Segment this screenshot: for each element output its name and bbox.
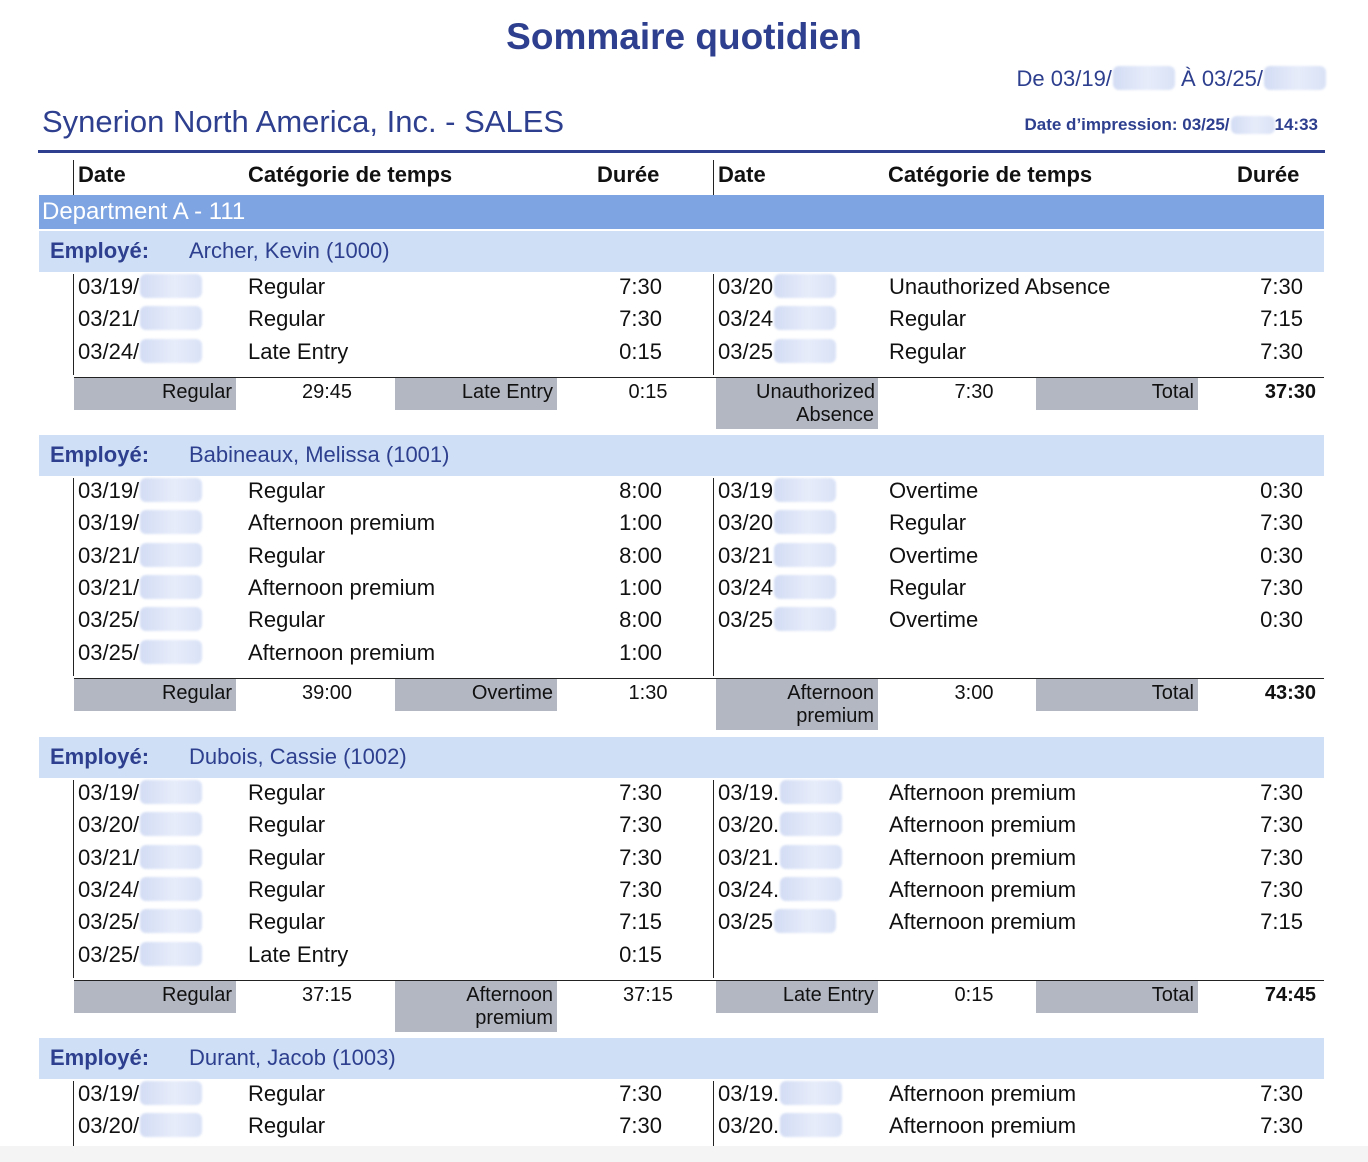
entry-date <box>78 909 202 935</box>
entry-date-text: 03/19. <box>718 780 780 805</box>
entry-duration: 7:30 <box>1260 274 1303 299</box>
redacted-year <box>140 1113 202 1137</box>
redacted-year <box>774 543 836 567</box>
entry-date-text: 03/25 <box>718 607 774 633</box>
entry-date <box>78 575 202 601</box>
col-header-category-right: Catégorie de temps <box>888 162 1093 187</box>
entry-date-text: 03/20 <box>718 510 774 536</box>
date-range: De 03/19/ À 03/25/ <box>1017 66 1326 92</box>
entry-date-text: 03/20/ <box>78 1113 140 1139</box>
summary-value: 0:15 <box>954 983 994 1006</box>
department-band <box>39 195 1324 229</box>
entry-duration: 7:15 <box>619 909 662 935</box>
summary-label: Late Entry <box>395 378 557 410</box>
entry-duration: 0:30 <box>1260 607 1303 633</box>
redacted-year <box>140 877 202 901</box>
summary-total-value: 37:30 <box>1264 380 1316 403</box>
entry-date <box>718 478 836 504</box>
redacted-year <box>774 478 836 502</box>
col-divider <box>73 780 74 978</box>
summary-total-label: Total <box>1036 378 1198 410</box>
employee-label: Employé: <box>50 744 150 769</box>
summary-value: 29:45 <box>301 380 353 403</box>
summary-label: Afternoon premium <box>395 981 557 1032</box>
entry-category: Regular <box>248 780 326 805</box>
summary-label: Regular <box>74 981 236 1013</box>
entry-duration: 7:30 <box>619 780 662 805</box>
entry-category: Regular <box>248 909 326 935</box>
redacted-year <box>780 1113 842 1137</box>
col-header-category-left: Catégorie de temps <box>248 162 453 187</box>
entry-date-text: 03/21/ <box>78 306 140 332</box>
entry-date <box>718 1113 842 1139</box>
summary-value: 3:00 <box>954 681 994 704</box>
entry-duration: 7:30 <box>1260 338 1303 364</box>
entry-date <box>718 306 836 332</box>
col-divider <box>73 274 74 375</box>
entry-date-text: 03/25 <box>718 338 774 364</box>
entry-date-text: 03/19/ <box>78 510 140 536</box>
summary-value: 37:15 <box>622 983 674 1006</box>
summary-label: Regular <box>74 679 236 711</box>
entry-date <box>78 478 202 504</box>
entry-duration: 7:15 <box>1260 909 1303 935</box>
entry-category: Afternoon premium <box>248 639 436 665</box>
col-header-duration-right: Durée <box>1237 162 1300 187</box>
entry-duration: 7:30 <box>619 306 662 332</box>
page-bottom-edge <box>0 1146 1368 1162</box>
summary-value: 1:30 <box>628 681 668 704</box>
entry-duration: 0:15 <box>619 338 662 364</box>
entry-category: Regular <box>248 1113 326 1139</box>
redacted-year <box>774 274 836 298</box>
entry-duration: 0:30 <box>1260 542 1303 568</box>
redacted-year <box>140 478 202 502</box>
entry-duration: 1:00 <box>619 510 662 536</box>
summary-label: Unauthorized Absence <box>716 378 878 429</box>
entry-date <box>718 780 842 806</box>
entry-date <box>78 274 202 300</box>
entry-duration: 7:30 <box>619 274 662 299</box>
entry-date-text: 03/25 <box>718 909 774 935</box>
employee-band <box>39 231 1324 272</box>
entry-category: Regular <box>248 1081 326 1106</box>
redacted-year <box>774 575 836 599</box>
entry-duration: 8:00 <box>619 542 662 568</box>
entry-duration: 7:30 <box>1260 780 1303 805</box>
redacted-year <box>1264 66 1326 90</box>
employee-label: Employé: <box>50 442 150 467</box>
summary-total-label: Total <box>1036 679 1198 711</box>
entry-category: Overtime <box>889 607 979 633</box>
entry-date-text: 03/25/ <box>78 607 140 633</box>
col-header-date-left: Date <box>78 162 126 187</box>
entry-date <box>78 607 202 633</box>
entry-category: Regular <box>889 306 967 332</box>
summary-label: Late Entry <box>716 981 878 1013</box>
entry-category: Regular <box>248 876 326 902</box>
employee-band <box>39 737 1324 778</box>
entry-date-text: 03/24 <box>718 306 774 332</box>
entry-date-text: 03/20 <box>718 274 774 299</box>
redacted-year <box>780 877 842 901</box>
entry-category: Overtime <box>889 478 979 503</box>
entry-category: Afternoon premium <box>889 780 1077 805</box>
col-divider <box>713 274 714 375</box>
entry-date <box>718 877 842 903</box>
report-title: Sommaire quotidien <box>506 16 862 57</box>
summary-label: Overtime <box>395 679 557 711</box>
entry-category: Afternoon premium <box>889 876 1077 902</box>
entry-category: Regular <box>248 478 326 503</box>
entry-duration: 1:00 <box>619 574 662 600</box>
entry-category: Regular <box>248 542 326 568</box>
entry-date <box>718 1081 842 1107</box>
entry-duration: 7:30 <box>619 876 662 902</box>
entry-date-text: 03/20. <box>718 812 780 838</box>
entry-category: Regular <box>248 844 326 870</box>
entry-date <box>718 274 836 300</box>
employee-name: Archer, Kevin (1000) <box>189 238 390 263</box>
entry-date <box>718 575 836 601</box>
col-divider <box>713 478 714 676</box>
entry-date <box>78 942 202 968</box>
employee-label: Employé: <box>50 1045 150 1070</box>
department-name: Department A - 111 <box>42 198 246 225</box>
redacted-year <box>140 942 202 966</box>
entry-category: Regular <box>889 574 967 600</box>
entry-date-text: 03/19 <box>718 478 774 503</box>
entry-duration: 7:30 <box>1260 1081 1303 1106</box>
summary-label: Regular <box>74 378 236 410</box>
employee-label: Employé: <box>50 238 150 263</box>
entry-date-text: 03/21 <box>718 542 774 568</box>
entry-date-text: 03/24. <box>718 876 780 902</box>
entry-date-text: 03/24/ <box>78 338 140 364</box>
col-header-duration-left: Durée <box>597 162 660 187</box>
summary-label: Afternoon premium <box>716 679 878 730</box>
entry-duration: 0:30 <box>1260 478 1303 503</box>
summary-value: 39:00 <box>301 681 353 704</box>
col-divider <box>713 160 714 195</box>
redacted-year <box>140 339 202 363</box>
entry-date-text: 03/19/ <box>78 274 140 299</box>
entry-category: Late Entry <box>248 338 349 364</box>
redacted-year <box>140 575 202 599</box>
employee-band <box>39 1038 1324 1079</box>
redacted-year <box>1113 66 1175 90</box>
entry-category: Regular <box>248 306 326 332</box>
entry-date <box>718 510 836 536</box>
entry-category: Afternoon premium <box>889 1113 1077 1139</box>
entry-category: Regular <box>889 338 967 364</box>
redacted-year <box>780 780 842 804</box>
entry-category: Late Entry <box>248 941 349 967</box>
entry-duration: 7:30 <box>619 844 662 870</box>
employee-band <box>39 435 1324 476</box>
entry-date <box>718 543 836 569</box>
employee-name: Durant, Jacob (1003) <box>189 1045 396 1070</box>
entry-date-text: 03/20/ <box>78 812 140 838</box>
entry-duration: 7:15 <box>1260 306 1303 332</box>
entry-date-text: 03/25/ <box>78 639 140 665</box>
entry-date-text: 03/19. <box>718 1081 780 1106</box>
entry-date <box>78 812 202 838</box>
entry-date <box>78 510 202 536</box>
entry-date-text: 03/19/ <box>78 780 140 805</box>
redacted-year <box>140 640 202 664</box>
entry-date <box>78 1113 202 1139</box>
employee-name: Babineaux, Melissa (1001) <box>189 442 450 467</box>
entry-category: Regular <box>248 274 326 299</box>
header-rule <box>38 150 1325 153</box>
entry-date-text: 03/21. <box>718 844 780 870</box>
redacted-year <box>140 812 202 836</box>
entry-duration: 7:30 <box>1260 876 1303 902</box>
entry-date-text: 03/19/ <box>78 1081 140 1106</box>
entry-category: Afternoon premium <box>889 909 1077 935</box>
entry-duration: 7:30 <box>619 812 662 838</box>
redacted-year <box>140 543 202 567</box>
entry-category: Overtime <box>889 542 979 568</box>
entry-date <box>718 339 836 365</box>
entry-date <box>718 812 842 838</box>
redacted-year <box>774 909 836 933</box>
entry-date <box>78 339 202 365</box>
redacted-year <box>140 306 202 330</box>
col-divider <box>73 478 74 676</box>
company-name: Synerion North America, Inc. - SALES <box>42 104 565 139</box>
entry-duration: 1:00 <box>619 639 662 665</box>
entry-date-text: 03/24/ <box>78 876 140 902</box>
redacted-year <box>140 607 202 631</box>
entry-duration: 0:15 <box>619 941 662 967</box>
entry-date <box>78 780 202 806</box>
col-divider <box>73 1081 74 1146</box>
col-divider <box>713 1081 714 1146</box>
entry-date-text: 03/19/ <box>78 478 140 503</box>
entry-duration: 7:30 <box>1260 574 1303 600</box>
entry-date-text: 03/25/ <box>78 941 140 967</box>
entry-category: Afternoon premium <box>889 812 1077 838</box>
entry-category: Afternoon premium <box>889 1081 1077 1106</box>
summary-total-value: 43:30 <box>1264 681 1316 704</box>
entry-category: Regular <box>248 607 326 633</box>
entry-date <box>78 543 202 569</box>
entry-duration: 7:30 <box>1260 844 1303 870</box>
summary-value: 37:15 <box>301 983 353 1006</box>
redacted-year <box>780 1081 842 1105</box>
col-header-date-right: Date <box>718 162 766 187</box>
redacted-year <box>140 845 202 869</box>
entry-category: Regular <box>889 510 967 536</box>
entry-duration: 8:00 <box>619 607 662 633</box>
entry-category: Afternoon premium <box>248 574 436 600</box>
redacted-year <box>140 780 202 804</box>
entry-duration: 7:30 <box>619 1113 662 1139</box>
entry-date-text: 03/20. <box>718 1113 780 1139</box>
redacted-year <box>140 510 202 534</box>
entry-category: Afternoon premium <box>248 510 436 536</box>
redacted-year <box>1231 116 1275 134</box>
redacted-year <box>140 909 202 933</box>
redacted-year <box>774 510 836 534</box>
print-date: Date d’impression: 03/25/ 14:33 <box>1024 115 1318 134</box>
entry-date-text: 03/21/ <box>78 574 140 600</box>
entry-date <box>718 845 842 871</box>
summary-value: 7:30 <box>954 380 994 403</box>
redacted-year <box>774 306 836 330</box>
entry-date-text: 03/21/ <box>78 844 140 870</box>
entry-duration: 7:30 <box>1260 1113 1303 1139</box>
entry-date-text: 03/24 <box>718 574 774 600</box>
entry-category: Regular <box>248 812 326 838</box>
redacted-year <box>780 845 842 869</box>
col-divider <box>713 780 714 978</box>
entry-category: Afternoon premium <box>889 844 1077 870</box>
entry-date <box>78 845 202 871</box>
entry-date <box>718 607 836 633</box>
employee-name: Dubois, Cassie (1002) <box>189 744 407 769</box>
redacted-year <box>780 812 842 836</box>
redacted-year <box>774 339 836 363</box>
summary-total-value: 74:45 <box>1264 983 1316 1006</box>
entry-date <box>718 909 836 935</box>
entry-date <box>78 877 202 903</box>
entry-duration: 7:30 <box>1260 812 1303 838</box>
entry-date-text: 03/21/ <box>78 542 140 568</box>
col-divider <box>73 160 74 195</box>
entry-duration: 7:30 <box>1260 510 1303 536</box>
entry-date-text: 03/25/ <box>78 909 140 935</box>
redacted-year <box>774 607 836 631</box>
entry-date <box>78 306 202 332</box>
entry-date <box>78 1081 202 1107</box>
entry-category: Unauthorized Absence <box>889 274 1111 299</box>
redacted-year <box>140 274 202 298</box>
entry-date <box>78 640 202 666</box>
entry-duration: 8:00 <box>619 478 662 503</box>
redacted-year <box>140 1081 202 1105</box>
summary-value: 0:15 <box>628 380 668 403</box>
entry-duration: 7:30 <box>619 1081 662 1106</box>
summary-total-label: Total <box>1036 981 1198 1013</box>
